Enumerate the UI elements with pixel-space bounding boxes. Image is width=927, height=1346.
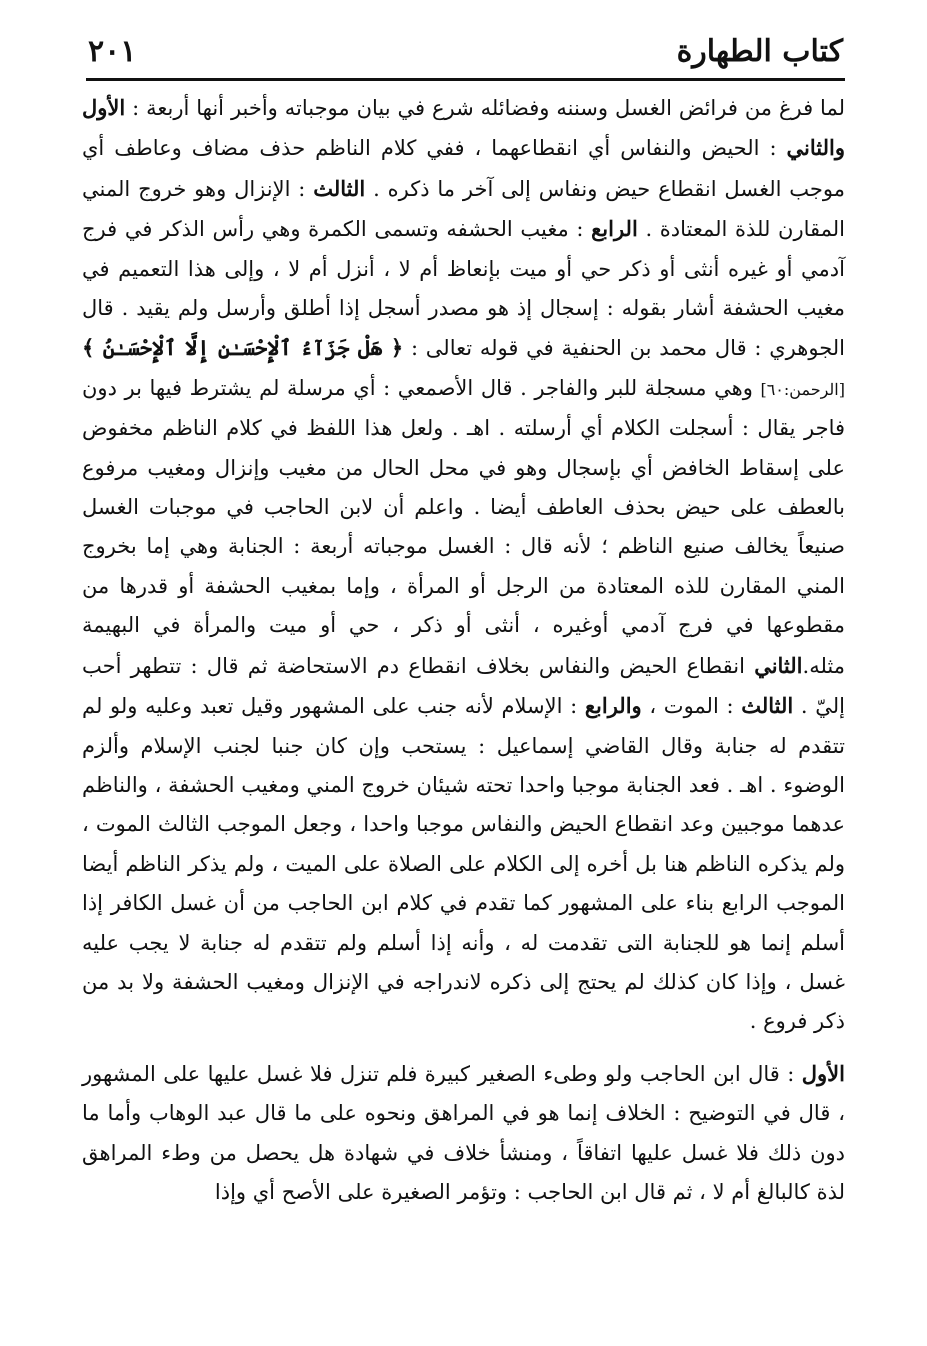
keyword-first: الأول (801, 1060, 845, 1086)
chapter-title: كتاب الطهارة (676, 34, 843, 69)
keyword-third: الثالث (741, 693, 794, 719)
text-segment: : الإسلام لأنه جنب على المشهور وقيل تعبد وعليه ولو لم تتقدم له جنابة وقال القاضي إسماعيل : يستحب وإن كان جنبا لجنب الإسلام وألزم الوضوء . اهـ . فعد الجنابة موجبا واحدا تحته شيئان خروج المني ومغيب الحشفة ، والناظم عدهما موجبين وعد انقطاع الحيض والنفاس موجبا واحدا ، وجعل الموجب الثالث الموت ، ولم يذكره الناظم هنا بل أخره إلى الكلام على الصلاة على الميت ، ولم يذكر الناظم أيضا الموجب الرابع بناء على المشهور كما تقدم في كلام ابن الحاجب من أن غسل الكافر إذا أسلم إنما هو للجنابة التى تقدمت له ، وأنه إذا أسلم ولم تتقدم له جنابة لا يجب عليه غسل ، وإذا كان كذلك لم يحتج إلى ذكره لاندراجه في الإنزال ومغيب الحشفة ولا بد من ذكر فروع . (82, 694, 845, 1034)
keyword-first-second: الأول والثاني (82, 95, 845, 161)
keyword-third: الثالث (313, 175, 366, 201)
text-segment: وهي مسجلة للبر والفاجر . قال الأصمعي : أي مرسلة لم يشترط فيها بر دون فاجر يقال : أسجلت الكلام أي أرسلته . اهـ . ولعل هذا اللفظ في كلام الناظم مخفوض على إسقاط الخافض أي بإسجال وهو في محل الحال من مغيب وإنزال ومغيب مرفوع بالعطف على حيض بحذف العاطف أيضا . واعلم أن لابن الحاجب في موجبات الغسل صنيعاً يخالف صنيع الناظم ؛ لأنه قال : الغسل موجباته أربعة : الجنابة وهي إما بخروج المني المقارن للذه المعتادة من الرجل أو المرأة ، وإما بمغيب الحشفة أو قدرها من مقطوعها في فرج آدمي أوغيره ، أنثى أو ذكر ، حي أو ميت والمرأة في البهيمة مثله. (82, 375, 845, 678)
quran-verse: ﴿ هَلْ جَزَآءُ ٱلْإِحْسَـٰنِ إِلَّا ٱلْإِحْسَـٰنُ ﴾ (82, 335, 404, 361)
verse-reference: [الرحمن:٦٠] (760, 379, 845, 399)
text-segment: : الموت ، (649, 694, 734, 719)
text-segment: : قال ابن الحاجب ولو وطىء الصغير كبيرة فلم تنزل فلا غسل عليها على المشهور ، قال في التوضيح : الخلاف إنما هو في المراهق ونحوه على ما قال عبد الوهاب وأما ما دون ذلك فلا غسل عليها اتفاقاً ، ومنشأ خلاف في شهادة هل يحصل من وطء المراهق لذة كالبالغ أم لا ، ثم قال ابن الحاجب : وتؤمر الصغيرة على الأصح أي وإذا (82, 1061, 846, 1204)
page-number: ٢٠١ (88, 34, 137, 69)
keyword-second: الثاني (754, 652, 803, 678)
text-segment: انقطاع الحيض والنفاس بخلاف انقطاع دم الاستحاضة ثم قال : تتطهر أحب إليّ . (82, 653, 845, 719)
keyword-fourth: والرابع (584, 693, 642, 719)
text-segment: : مغيب الحشفه وتسمى الكمرة وهي رأس الذكر في فرج آدمي أو غيره أنثى أو ذكر حي أو ميت بإنعاظ أم لا ، أنزل أم لا ، وإلى هذا التعميم في مغيب الحشفة أشار بقوله : إسجال إذ هو مصدر أسجل إذا أطلق وأرسل ولم يقيد . قال الجوهري : قال محمد بن الحنفية في قوله تعالى : (82, 217, 845, 361)
text-segment: لما فرغ من فرائض الغسل وسننه وفضائله شرع في بيان موجباته وأخبر أنها أربعة : (132, 96, 845, 120)
body-text (82, 88, 845, 1212)
paragraph-1 (82, 88, 845, 1042)
page-header (86, 26, 845, 81)
text-segment: : الحيض والنفاس أي انقطاعهما ، ففي كلام الناظم حذف مضاف وعاطف أي موجب الغسل انقطاع حيض ونفاس إلى آخر ما ذكره . (82, 136, 845, 201)
keyword-fourth: الرابع (591, 216, 638, 242)
text-segment: : الإنزال وهو خروج المني المقارن للذة المعتادة . (82, 176, 845, 242)
paragraph-2 (82, 1054, 845, 1213)
